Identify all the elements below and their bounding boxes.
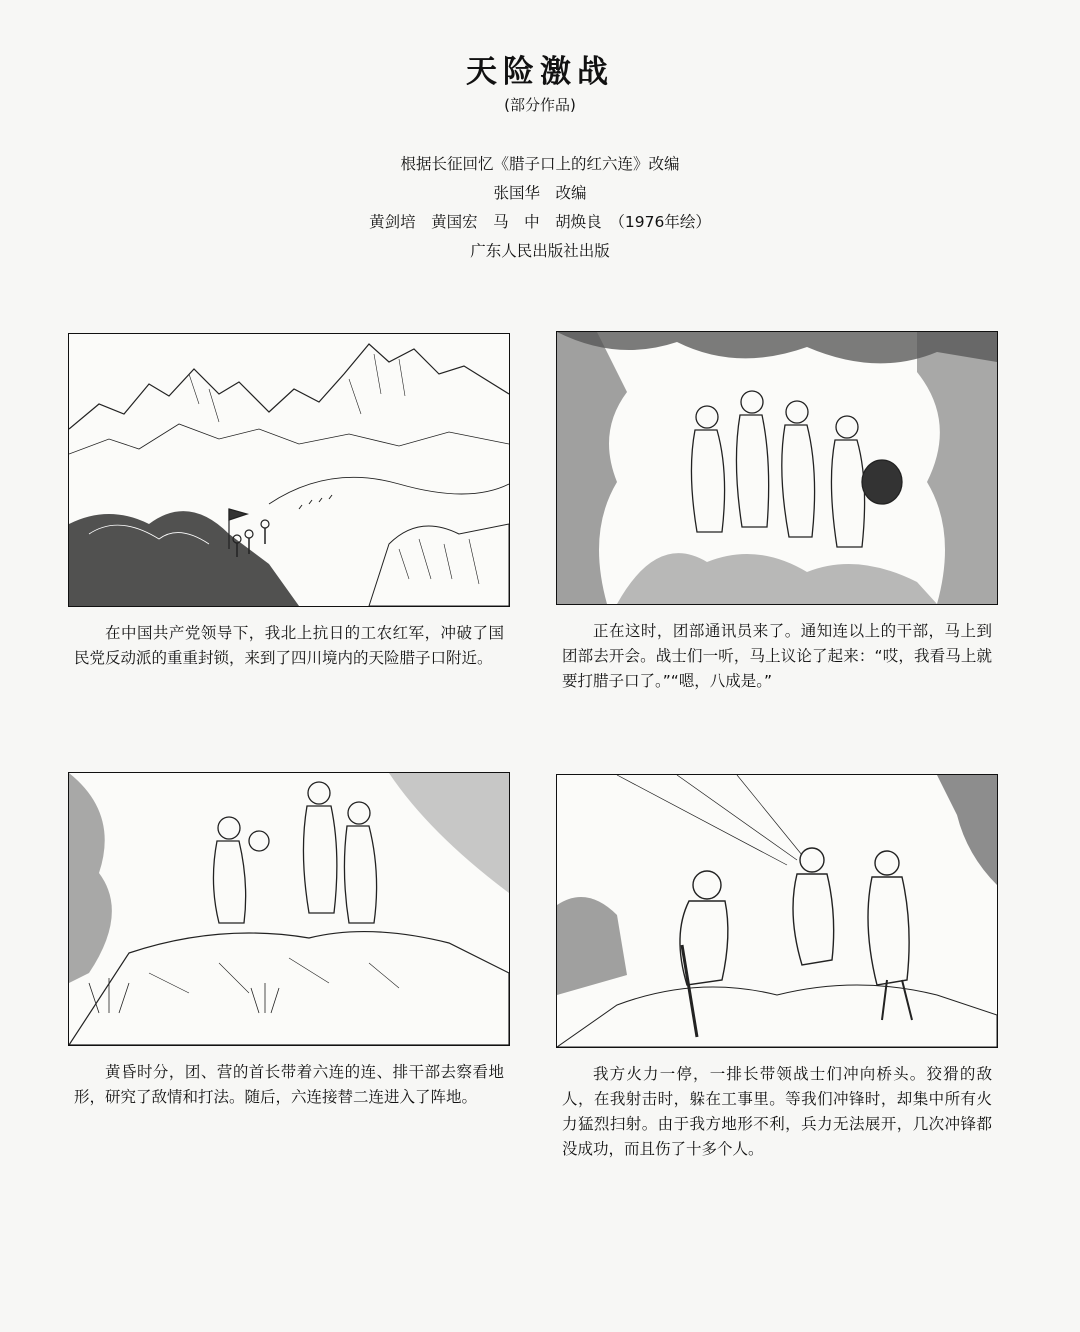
source-line: 根据长征回忆《腊子口上的红六连》改编 [400, 155, 680, 173]
comic-panel-3 [68, 772, 510, 1110]
comic-panel-1 [68, 333, 510, 671]
adapter-line: 张国华 改编 [493, 184, 587, 202]
illustration-charge [556, 774, 998, 1048]
panel-caption: 我方火力一停，一排长带领战士们冲向桥头。狡猾的敌人，在我射击时，躲在工事里。等我们冲锋时，却集中所有火力猛烈扫射。由于我方地形不利，兵力无法展开，几次冲锋都没成功，而且伤了十多个人。 [562, 1065, 992, 1158]
illustration-mountains [68, 333, 510, 607]
publisher-line: 广东人民出版社出版 [470, 242, 610, 260]
artists-line: 黄剑培 黄国宏 马 中 胡焕良 （1976年绘） [369, 213, 711, 231]
panel-caption: 黄昏时分，团、营的首长带着六连的连、排干部去察看地形，研究了敌情和打法。随后，六连接替二连进入了阵地。 [74, 1063, 504, 1106]
comic-panel-4 [556, 774, 998, 1162]
panel-caption: 正在这时，团部通讯员来了。通知连以上的干部，马上到团部去开会。战士们一听，马上议论了起来：“哎，我看马上就要打腊子口了。”“嗯，八成是。” [562, 622, 992, 690]
illustration-soldiers-forest [556, 331, 998, 605]
panel-caption: 在中国共产党领导下，我北上抗日的工农红军，冲破了国民党反动派的重重封锁，来到了四川境内的天险腊子口附近。 [74, 624, 504, 667]
comic-panel-2 [556, 331, 998, 694]
page-title: 天险激战 [466, 54, 614, 90]
page-subtitle: (部分作品) [504, 96, 576, 114]
credits-block [0, 150, 1080, 266]
illustration-officers-surveying [68, 772, 510, 1046]
